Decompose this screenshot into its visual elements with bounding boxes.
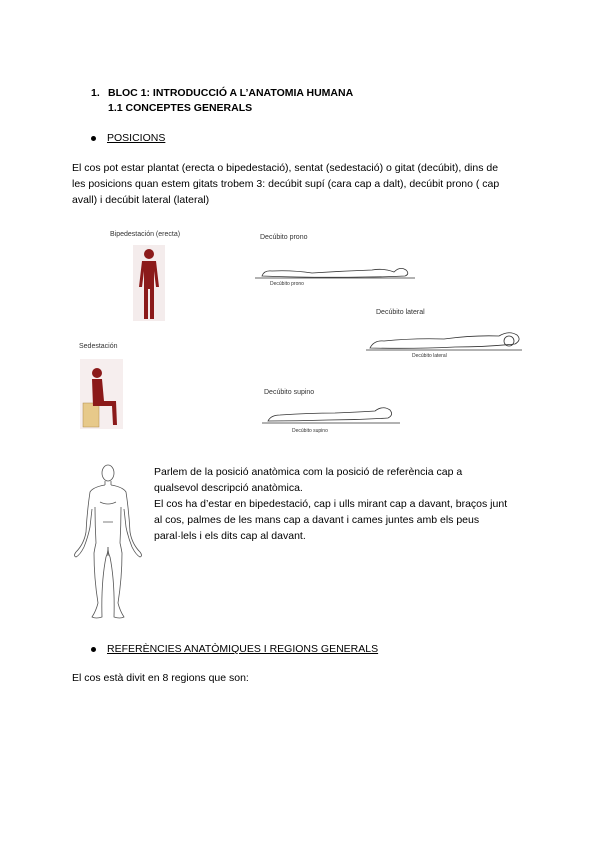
bullet-referencies-label: REFERÈNCIES ANATÒMIQUES I REGIONS GENERALS bbox=[107, 643, 379, 655]
caption-supino: Decúbito supino bbox=[264, 389, 315, 396]
regions-paragraph: El cos està divit en 8 regions que son: bbox=[72, 672, 249, 684]
bullet-icon bbox=[91, 647, 96, 652]
caption-lateral-small: Decúbito lateral bbox=[412, 353, 447, 359]
caption-lateral: Decúbito lateral bbox=[376, 309, 425, 316]
bullet-icon bbox=[91, 136, 96, 141]
caption-supino-small: Decúbito supino bbox=[292, 428, 328, 434]
caption-sedestacion: Sedestación bbox=[79, 343, 118, 350]
paragraph-line: El cos pot estar plantat (erecta o bipedestació), sentat (sedestació) o gitat (decúbit), dins de bbox=[72, 162, 499, 174]
anatomic-line: qualsevol descripció anatòmica. bbox=[154, 482, 303, 494]
bullet-posicions-label: POSICIONS bbox=[107, 132, 166, 144]
supine-figure-icon bbox=[258, 403, 404, 429]
bullet-posicions bbox=[91, 132, 165, 144]
anatomical-figure-icon bbox=[70, 462, 146, 624]
caption-prono: Decúbito prono bbox=[260, 234, 308, 241]
heading-title: BLOC 1: INTRODUCCIÓ A L’ANATOMIA HUMANA bbox=[108, 87, 354, 99]
posicions-paragraph bbox=[72, 160, 542, 208]
caption-bipedestacion: Bipedestación (erecta) bbox=[110, 231, 181, 238]
anatomic-paragraph bbox=[154, 464, 534, 544]
paragraph-line: avall) i decúbit lateral (lateral) bbox=[72, 194, 210, 206]
caption-prono-small: Decúbito prono bbox=[270, 281, 304, 287]
heading-number: 1. bbox=[91, 87, 100, 99]
anatomic-line: al cos, palmes de les mans cap a davant i cames juntes amb els peus bbox=[154, 514, 480, 526]
anatomic-line: Parlem de la posició anatòmica com la posició de referència cap a bbox=[154, 466, 463, 478]
bullet-referencies bbox=[91, 643, 378, 655]
lateral-figure-icon bbox=[362, 326, 528, 356]
anatomic-line: paral·lels i els dits cap al davant. bbox=[154, 530, 306, 542]
paragraph-line: les posicions quan estem gitats trobem 3: decúbit supí (cara cap a dalt), decúbit prono ( cap bbox=[72, 178, 500, 190]
anatomic-line: El cos ha d’estar en bipedestació, cap i ulls mirant cap a davant, braços junt bbox=[154, 498, 508, 510]
heading-subtitle: 1.1 CONCEPTES GENERALS bbox=[108, 102, 253, 114]
standing-figure-icon bbox=[133, 245, 165, 321]
seated-figure-icon bbox=[80, 359, 123, 429]
